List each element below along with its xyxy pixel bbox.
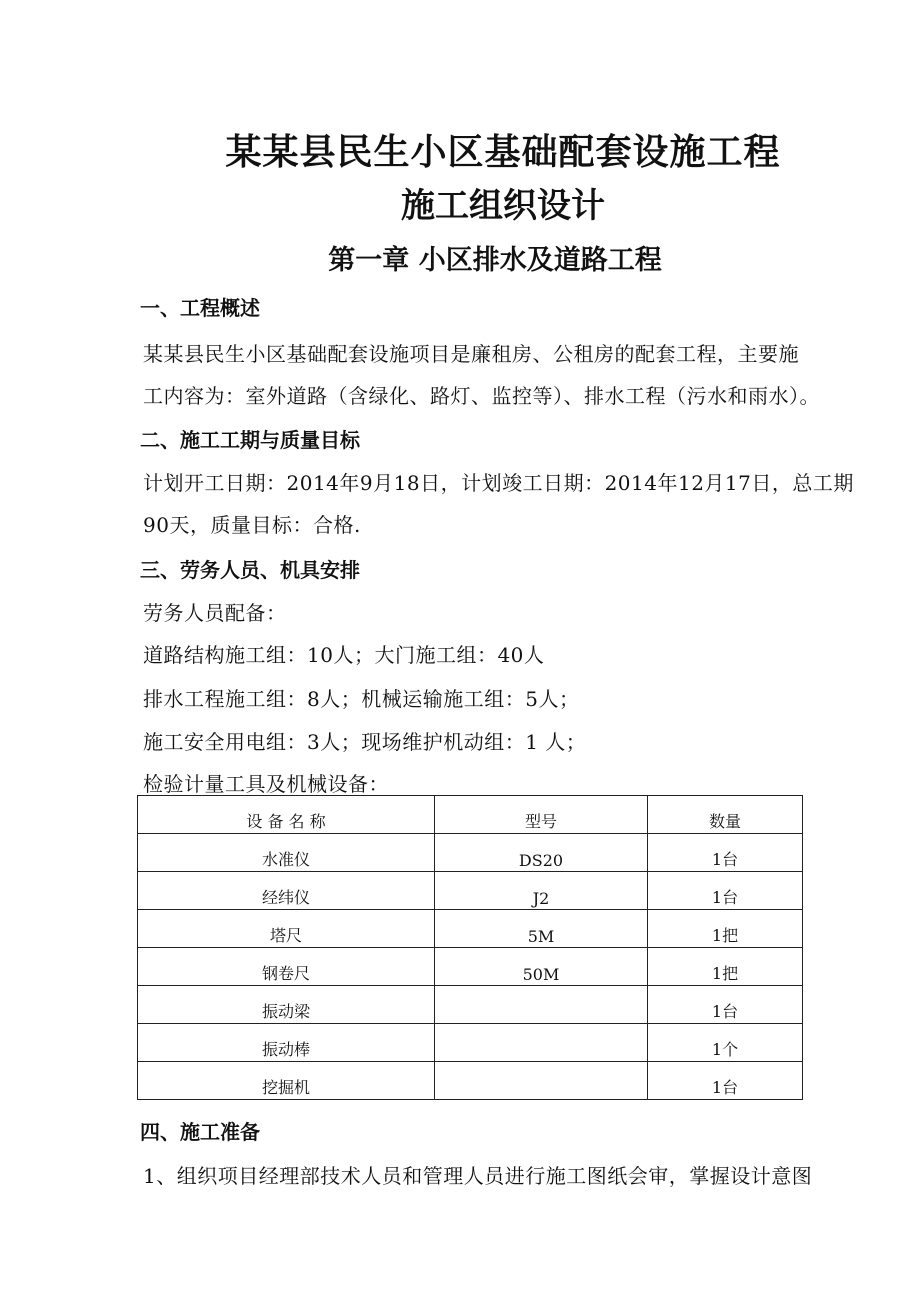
section-heading-3: 三、劳务人员、机具安排 [140,558,360,582]
table-cell: 1台 [648,872,803,910]
labor-line: 排水工程施工组：8人；机械运输施工组：5人； [143,687,580,711]
labor-line: 道路结构施工组：10人；大门施工组：40人 [143,643,545,667]
table-cell: 经纬仪 [138,872,435,910]
table-cell: 5M [435,910,648,948]
table-cell: 水准仪 [138,834,435,872]
paragraph-line: 工内容为：室外道路（含绿化、路灯、监控等）、排水工程（污水和雨水）。 [143,384,820,408]
table-row [138,872,803,910]
table-header-row [138,796,803,834]
table-cell: 钢卷尺 [138,948,435,986]
table-row [138,910,803,948]
table-cell: 振动梁 [138,986,435,1024]
table-row [138,1024,803,1062]
table-cell [435,1062,648,1100]
table-cell: 挖掘机 [138,1062,435,1100]
equipment-table [137,795,803,1100]
header-cell: 设 备 名 称 [138,796,435,834]
section-heading-1: 一、工程概述 [140,296,260,320]
paragraph-line: 1、组织项目经理部技术人员和管理人员进行施工图纸会审，掌握设计意图 [143,1164,813,1188]
document-subtitle: 施工组织设计 [401,186,605,226]
table-row [138,986,803,1024]
table-cell: 1个 [648,1024,803,1062]
table-cell: 1台 [648,1062,803,1100]
table-cell: 1把 [648,910,803,948]
table-row [138,948,803,986]
header-cell: 数量 [648,796,803,834]
header-cell: 型号 [435,796,648,834]
table-cell [435,986,648,1024]
paragraph-line: 计划开工日期：2014年9月18日，计划竣工日期：2014年12月17日，总工期 [143,471,854,495]
table-cell: 1台 [648,834,803,872]
table-cell [435,1024,648,1062]
paragraph-line: 某某县民生小区基础配套设施项目是廉租房、公租房的配套工程，主要施 [143,342,799,366]
table-row [138,1062,803,1100]
document-title: 某某县民生小区基础配套设施工程 [225,132,781,173]
table-row [138,834,803,872]
labor-title: 劳务人员配备： [143,601,287,625]
chapter-heading: 第一章 小区排水及道路工程 [328,245,662,276]
table-cell: 1把 [648,948,803,986]
labor-line: 施工安全用电组：3人；现场维护机动组：1 人； [143,730,587,754]
table-cell: 塔尺 [138,910,435,948]
paragraph-line: 90天，质量目标：合格. [143,513,361,537]
table-cell: 振动棒 [138,1024,435,1062]
table-cell: 50M [435,948,648,986]
section-heading-4: 四、施工准备 [140,1120,260,1144]
section-heading-2: 二、施工工期与质量目标 [140,428,360,452]
equipment-title: 检验计量工具及机械设备： [143,772,389,796]
table-cell: DS20 [435,834,648,872]
table-cell: 1台 [648,986,803,1024]
table-cell: J2 [435,872,648,910]
